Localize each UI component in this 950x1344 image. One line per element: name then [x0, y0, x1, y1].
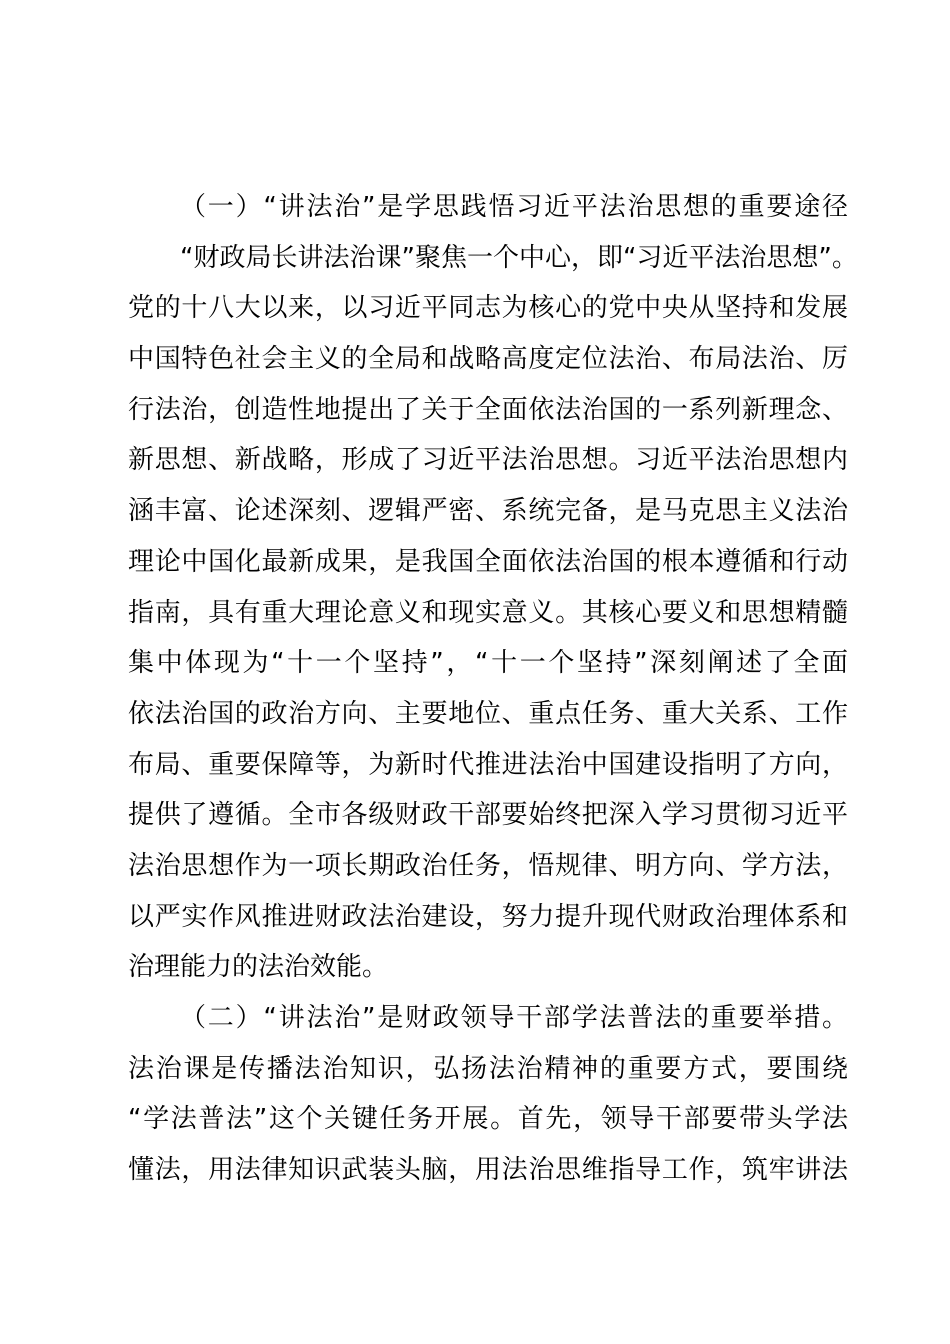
section-heading-1: （一）“讲法治”是学思践悟习近平法治思想的重要途径 — [180, 192, 848, 222]
paragraph-line: 行法治，创造性地提出了关于全面依法治国的一系列新理念、 — [128, 394, 848, 425]
paragraph-line: 中国特色社会主义的全局和战略高度定位法治、布局法治、厉 — [128, 344, 848, 375]
section-heading-2: （二）“讲法治”是财政领导干部学法普法的重要举措。 — [180, 1003, 848, 1033]
paragraph-line: 依法治国的政治方向、主要地位、重点任务、重大关系、工作 — [128, 698, 848, 729]
body-text — [128, 182, 858, 1196]
paragraph-line: 法治课是传播法治知识，弘扬法治精神的重要方式，要围绕 — [128, 1053, 848, 1084]
paragraph-line: 提供了遵循。全市各级财政干部要始终把深入学习贯彻习近平 — [128, 800, 848, 831]
paragraph-line: 理论中国化最新成果，是我国全面依法治国的根本遵循和行动 — [128, 546, 848, 577]
paragraph-line: 党的十八大以来，以习近平同志为核心的党中央从坚持和发展 — [128, 293, 848, 324]
paragraph-line: “学法普法”这个关键任务开展。首先，领导干部要带头学法 — [128, 1104, 848, 1135]
paragraph-line: 治理能力的法治效能。 — [128, 952, 389, 983]
paragraph-line: 懂法，用法律知识武装头脑，用法治思维指导工作，筑牢讲法 — [128, 1155, 848, 1186]
paragraph-line: 涵丰富、论述深刻、逻辑严密、系统完备，是马克思主义法治 — [128, 496, 848, 527]
paragraph-line: “财政局长讲法治课”聚焦一个中心，即“习近平法治思想”。 — [180, 242, 858, 273]
paragraph-line: 布局、重要保障等，为新时代推进法治中国建设指明了方向， — [128, 749, 848, 780]
paragraph-line: 集中体现为“十一个坚持”，“十一个坚持”深刻阐述了全面 — [128, 648, 848, 679]
paragraph-line: 新思想、新战略，形成了习近平法治思想。习近平法治思想内 — [128, 445, 848, 476]
paragraph-line: 指南，具有重大理论意义和现实意义。其核心要义和思想精髓 — [128, 597, 848, 628]
paragraph-line: 以严实作风推进财政法治建设，努力提升现代财政治理体系和 — [128, 901, 848, 932]
paragraph-line: 法治思想作为一项长期政治任务，悟规律、明方向、学方法， — [128, 850, 848, 881]
